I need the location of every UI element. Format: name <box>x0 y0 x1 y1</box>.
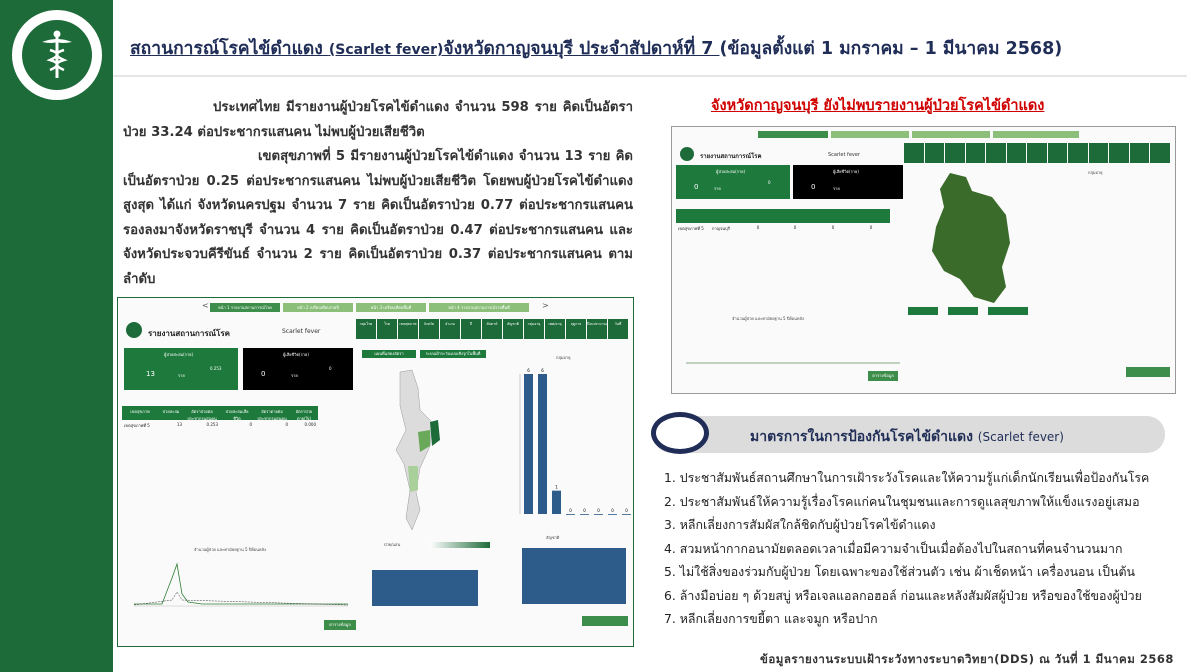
table-cell: 0 <box>756 225 760 230</box>
col-region-small <box>676 209 710 223</box>
dashboard-disease: Scarlet fever <box>282 328 321 335</box>
province-table <box>676 209 896 232</box>
bar-1 <box>538 374 547 514</box>
nation-bar-left <box>372 570 478 606</box>
tab-page2-small <box>831 131 909 138</box>
filter-5: ปี <box>461 319 481 339</box>
caduceus-icon <box>22 20 92 90</box>
bar-6 <box>608 514 617 515</box>
filter-12 <box>1150 143 1170 163</box>
kpi-deaths-label: ผู้เสียชีวิต(ราย) <box>283 352 309 357</box>
col-cfr-small <box>852 209 890 223</box>
data-table-button-small: ตารางข้อมูล <box>868 371 898 381</box>
kanchanaburi-map <box>910 167 1030 317</box>
dashboard-disease-small: Scarlet fever <box>828 152 860 158</box>
kpi-deaths-unit-small: ราย <box>833 186 840 191</box>
bar-label-1: 6 <box>541 368 544 373</box>
kpi-cases-value: 13 <box>146 370 155 378</box>
measures-title-th: มาตรการในการป้องกันโรคไข้ดำแดง <box>750 429 978 445</box>
filter-8 <box>1068 143 1088 163</box>
col-death-rate: อัตราตายต่อ ประชากรแสนคน <box>254 406 290 420</box>
filter-6 <box>1027 143 1047 163</box>
nation-bar-right <box>522 548 626 604</box>
title-main: สถานการณ์โรคไข้ดำแดง <box>130 39 329 59</box>
filter-6: สัปดาห์ <box>482 319 502 339</box>
tab-page3: หน้า 3 เปรียบเทียบพื้นที่ <box>356 303 426 312</box>
col-rate-small <box>776 209 814 223</box>
filter-button-small <box>1126 367 1170 377</box>
kpi-cases-unit: ราย <box>178 373 185 378</box>
kpi-deaths-value: 0 <box>261 370 266 378</box>
kpi-deaths-label-small: ผู้เสียชีวิต(ราย) <box>833 169 859 174</box>
filter-4: อำเภอ <box>440 319 460 339</box>
list-item: 6. ล้างมือบ่อย ๆ ด้วยสบู่ หรือเจลแอลกอฮอล์ ก่อนและหลังสัมผัสผู้ป่วย หรือของใช้ของผู้ป่วย <box>664 587 1142 603</box>
table-cell: 0.253 <box>206 422 218 427</box>
table-cell: 0 <box>793 225 797 230</box>
filter-12: วันที่ <box>608 319 628 339</box>
data-table-button: ตารางข้อมูล <box>324 620 356 630</box>
kpi-cases-rate: 0.253 <box>210 366 222 371</box>
bar-label-2: 1 <box>555 484 558 490</box>
filter-9 <box>1089 143 1109 163</box>
kpi-cases-label-small: ผู้ป่วยสะสม(ราย) <box>716 169 745 174</box>
bar-7 <box>622 514 631 515</box>
table-cell: เขตสุขภาพที่ 5 <box>124 423 150 428</box>
list-item: 7. หลีกเลี่ยงการขยี้ตา และจมูก หรือปาก <box>664 611 878 626</box>
list-item: 3. หลีกเลี่ยงการสัมผัสใกล้ชิดกับผู้ป่วยโรคไข้ดำแดง <box>664 517 936 532</box>
col-deaths: ป่วยสะสมเสียชีวิต <box>220 406 254 420</box>
tab-page1: หน้า 1 รายงานสถานการณ์โรค <box>210 303 280 312</box>
bar-chart-title-small: กลุ่มอายุ <box>1088 170 1103 175</box>
footer-source: ข้อมูลรายงานระบบเฝ้าระวังทางระบาดวิทยา(DDS) ณ วันที่ 1 มีนาคม 2568 <box>760 652 1174 666</box>
line-chart-title: จำนวนผู้ป่วย และค่ามัธยฐาน 5 ปีย้อนหลัง <box>194 547 266 552</box>
filter-1: โรค <box>377 319 397 339</box>
province-table-header <box>676 209 896 223</box>
filter-0: กลุ่มโรค <box>356 319 376 339</box>
table-row <box>122 420 318 429</box>
measures-title <box>750 426 1064 448</box>
table-cell: เขตสุขภาพที่ 5 <box>678 226 704 231</box>
filter-2 <box>945 143 965 163</box>
filter-button <box>582 616 628 626</box>
kpi-deaths-unit: ราย <box>291 373 298 378</box>
kpi-cases <box>124 348 238 390</box>
list-item: 4. สวมหน้ากากอนามัยตลอดเวลาเมื่อมีความจำเป็นเมื่อต้องไปในสถานที่คนจำนวนมาก <box>664 540 1123 556</box>
summary-region5: เขตสุขภาพที่ 5 มีรายงานผู้ป่วยโรคไข้ดำแดง จำนวน 13 ราย คิดเป็นอัตราป่วย 0.25 ต่อประชากรแสนคน ไม่พบผู้ป่วยเสียชีวิต โดยพบผู้ป่วยโรคไข้ดำแดงสูงสุด ได้แก่ จังหวัดนครปฐม จำนวน 7 ราย คิดเป็นอัตราป่วย 0.77 ต่อประชากรแสนคน รองลงมาจังหวัดราชบุรี จำนวน 4 ราย คิดเป็นอัตราป่วย 0.47 ต่อประชากรแสนคน และจังหวัดประจวบคีรีขันธ์ จำนวน 2 ราย คิดเป็นอัตราป่วย 0.37 ต่อประชากรแสนคน ตามลำดับ <box>123 149 633 287</box>
bar-label-3: 0 <box>569 508 572 513</box>
list-item: 1. ประชาสัมพันธ์สถานศึกษาในการเฝ้าระวังโรคและให้ความรู้แก่เด็กนักเรียนเพื่อป้องกันโรค <box>664 470 1150 485</box>
line-chart-title-small: จำนวนผู้ป่วย และค่ามัธยฐาน 5 ปีย้อนหลัง <box>732 316 804 321</box>
map-btn-small-2 <box>948 307 978 315</box>
filter-2: เขตสุขภาพ <box>398 319 418 339</box>
dashboard-screenshot-region <box>117 297 634 647</box>
measures-title-en: (Scarlet fever) <box>977 430 1064 444</box>
map-legend-label: ป่วย/แสน <box>384 542 401 547</box>
filter-5 <box>1007 143 1027 163</box>
page-title <box>130 34 1170 62</box>
filter-3: จังหวัด <box>419 319 439 339</box>
list-item: 5. ไม่ใช้สิ่งของร่วมกับผู้ป่วย โดยเฉพาะของใช้ส่วนตัว เช่น ผ้าเช็ดหน้า เครื่องนอน เป็นต้น <box>664 564 1135 579</box>
filter-11: ปีงบประมาณ <box>587 319 607 339</box>
kpi-cases-small <box>676 165 790 199</box>
bar-4 <box>580 514 589 515</box>
banner-ring-icon <box>651 412 709 454</box>
bar-3 <box>566 514 575 515</box>
map-btn-small-1 <box>908 307 938 315</box>
col-province-small <box>710 209 740 223</box>
table-cell: 13 <box>176 422 182 427</box>
bar-label-0: 6 <box>527 368 530 373</box>
title-period: (ข้อมูลตั้งแต่ 1 มกราคม – 1 มีนาคม 2568) <box>719 39 1063 59</box>
map-label: แผนที่แสดงอัตรา <box>362 350 416 358</box>
bar-chart-title: กลุ่มอายุ <box>556 355 571 360</box>
summary-thailand: ประเทศไทย มีรายงานผู้ป่วยโรคไข้ดำแดง จำนวน 598 ราย คิดเป็นอัตราป่วย 33.24 ต่อประชากรแสนคน ไม่พบผู้ป่วยเสียชีวิต <box>123 100 633 140</box>
dashboard-header-small: รายงานสถานการณ์โรค <box>700 153 762 160</box>
col-deaths-small <box>814 209 852 223</box>
bar-5 <box>594 514 603 515</box>
dashboard-tabs-small <box>758 131 1079 138</box>
dashboard-filters <box>356 319 628 339</box>
filter-1 <box>925 143 945 163</box>
region-table <box>122 406 318 429</box>
table-cell: กาญจนบุรี <box>712 226 730 231</box>
measures-list <box>664 466 1179 631</box>
filter-0 <box>904 143 924 163</box>
dashboard-tabs <box>210 303 529 312</box>
tab-page3-small <box>912 131 990 138</box>
nation-label: สัญชาติ <box>546 535 560 540</box>
table-cell: 0 <box>249 422 252 427</box>
tab-page4-small <box>993 131 1079 138</box>
title-divider <box>113 75 1187 77</box>
bar-2 <box>552 491 561 514</box>
dashboard-logo-icon <box>126 322 142 338</box>
table-row <box>676 223 896 232</box>
tab-page2: หน้า 2 เปรียบเทียบรายปี <box>283 303 353 312</box>
chevron-left-icon: < <box>202 301 209 310</box>
kpi-cases-unit-small: ราย <box>714 186 721 191</box>
filter-9: เพศ/อายุ <box>545 319 565 339</box>
kpi-deaths-value-small: 0 <box>811 183 816 191</box>
province-status-heading: จังหวัดกาญจนบุรี ยังไม่พบรายงานผู้ป่วยโรคไข้ดำแดง <box>711 98 1045 114</box>
table-cell: 0 <box>831 225 835 230</box>
age-bar-chart <box>504 364 632 524</box>
bar-0 <box>524 374 533 514</box>
tab-page4: หน้า 4 รายงานสถานการณ์รายพื้นที่ <box>429 303 529 312</box>
bar-label-7: 0 <box>625 508 628 513</box>
kpi-deaths-small <box>793 165 903 199</box>
list-item: 2. ประชาสัมพันธ์ให้ความรู้เรื่องโรคแก่คนในชุมชนและการดูแลสุขภาพให้แข็งแรงอยู่เสมอ <box>664 493 1140 509</box>
filter-11 <box>1130 143 1150 163</box>
bar-label-6: 0 <box>611 508 614 513</box>
dashboard-logo-icon-small <box>680 147 694 161</box>
title-rest: จังหวัดกาญจนบุรี ประจำสัปดาห์ที่ 7 <box>443 39 720 59</box>
region-table-header <box>122 406 318 420</box>
dashboard-header: รายงานสถานการณ์โรค <box>148 329 231 338</box>
dashboard-filters-small <box>904 143 1170 163</box>
chevron-right-icon: > <box>542 301 549 310</box>
kpi-deaths-rate: 0 <box>329 366 332 371</box>
table-cell: 0.000 <box>304 422 316 427</box>
province-map <box>360 360 490 550</box>
summary-text <box>123 96 633 292</box>
trend-line-chart <box>122 554 352 614</box>
col-region: เขตสุขภาพ <box>122 406 158 420</box>
kpi-cases-value-small: 0 <box>694 183 699 191</box>
map-label-2: ระบบเฝ้าระวังแบบเชิงรุกในพื้นที่ <box>420 350 486 358</box>
filter-7 <box>1048 143 1068 163</box>
map-btn-small-3 <box>988 307 1028 315</box>
filter-8: กลุ่มอายุ <box>524 319 544 339</box>
kpi-deaths <box>243 348 353 390</box>
filter-4 <box>986 143 1006 163</box>
filter-10: ฤดูกาล <box>566 319 586 339</box>
kpi-cases-label: ผู้ป่วยสะสม(ราย) <box>164 352 193 357</box>
table-cell: 0 <box>869 225 873 230</box>
filter-7: สัญชาติ <box>503 319 523 339</box>
col-cases: ป่วยสะสม <box>158 406 184 420</box>
bar-label-5: 0 <box>597 508 600 513</box>
col-cases-small <box>740 209 776 223</box>
col-rate: อัตราป่วยต่อ ประชากรแสนคน <box>184 406 220 420</box>
trend-line-chart-small <box>676 323 904 369</box>
table-cell: 0 <box>285 422 288 427</box>
dashboard-screenshot-province <box>671 126 1176 394</box>
tab-page1-small <box>758 131 828 138</box>
title-scarlet: (Scarlet fever) <box>328 42 444 58</box>
kpi-cases-rate-small: 0 <box>768 180 771 185</box>
org-logo <box>10 8 104 102</box>
filter-3 <box>966 143 986 163</box>
bar-label-4: 0 <box>583 508 586 513</box>
col-cfr: อัตราป่วยตาย(%) <box>290 406 318 420</box>
filter-10 <box>1109 143 1129 163</box>
map-legend-gradient <box>430 542 490 548</box>
